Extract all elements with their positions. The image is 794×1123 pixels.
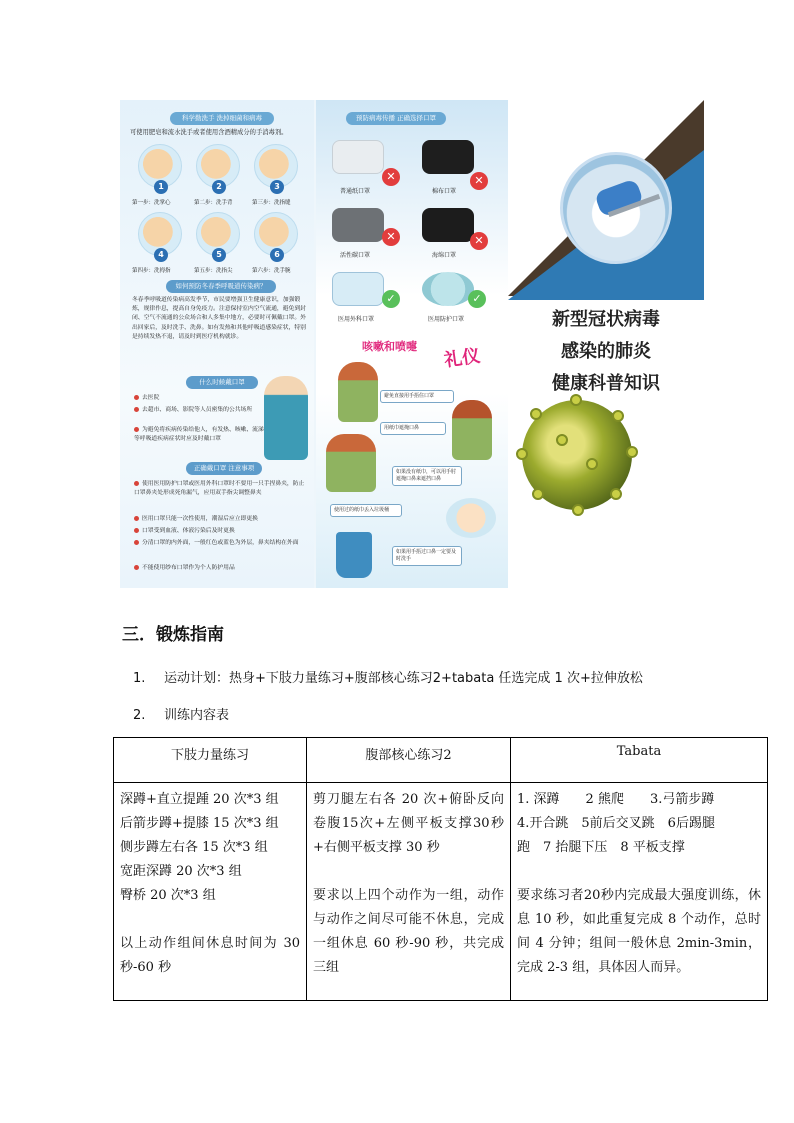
tabata-line: 跑 7 抬腿下压 8 平板支撑 bbox=[517, 840, 685, 855]
bullet-icon bbox=[134, 395, 139, 400]
exercise-line: 宽距深蹲 20 次*3 组 bbox=[120, 864, 242, 879]
step-caption: 第三步：洗指缝 bbox=[252, 200, 291, 206]
vaccine-syringe-photo bbox=[560, 152, 672, 264]
bullet-icon bbox=[134, 407, 139, 412]
step-caption: 第六步：洗手腕 bbox=[252, 268, 291, 274]
bullet-icon bbox=[134, 528, 139, 533]
cross-icon: ✕ bbox=[382, 168, 400, 186]
mask-caption: 医用外科口罩 bbox=[338, 316, 375, 323]
etiquette-word: 礼仪 bbox=[442, 345, 482, 372]
exercise-line: 侧步蹲左右各 15 次*3 组 bbox=[120, 840, 268, 855]
step-number: 2 bbox=[212, 180, 226, 194]
step-number: 1 bbox=[154, 180, 168, 194]
brochure-middle-panel bbox=[316, 100, 508, 588]
cough-tip: 避免直接用手捂住口罩 bbox=[380, 390, 454, 403]
handwash-intro: 可使用肥皂和流水洗手或者使用含酒精成分的手消毒剂。 bbox=[130, 129, 288, 136]
list-number: 1. bbox=[133, 671, 146, 686]
cover-title-line: 感染的肺炎 bbox=[561, 341, 651, 362]
cover-title-line: 健康科普知识 bbox=[552, 373, 660, 394]
section-heading: 三．锻炼指南 bbox=[122, 625, 224, 645]
step-number: 4 bbox=[154, 248, 168, 262]
mask-header: 预防病毒传播 正确选择口罩 bbox=[346, 112, 446, 125]
trash-bin-illustration bbox=[336, 532, 372, 578]
correct-header: 正确戴口罩 注意事项 bbox=[186, 462, 262, 475]
cover-title-line: 新型冠状病毒 bbox=[552, 309, 660, 330]
coronavirus-illustration bbox=[522, 400, 632, 510]
mask-caption: 普通纸口罩 bbox=[340, 188, 371, 195]
health-brochure-image bbox=[120, 100, 704, 588]
tabata-note: 要求练习者20秒内完成最大强度训练，休息 10 秒，如此重复完成 8 个动作，总时间 4 分钟；组间一般休息 2min-3min，完成 2-3 组，具体因人而异。 bbox=[517, 888, 761, 975]
step-caption: 第四步：洗拇指 bbox=[132, 268, 171, 274]
tabata-line: 1. 深蹲 2 熊爬 3.弓箭步蹲 bbox=[517, 792, 715, 807]
hand-wash-illustration bbox=[446, 498, 496, 538]
when-item: 去超市、商场、影院等人员密集的公共场所 bbox=[134, 406, 264, 415]
sponge-mask-image bbox=[422, 208, 474, 242]
cross-icon: ✕ bbox=[382, 228, 400, 246]
virus-spike bbox=[530, 408, 542, 420]
cough-tip: 如果没有纸巾，可以用手肘遮掩口鼻来遮挡口鼻 bbox=[392, 466, 462, 486]
brochure-cover-panel bbox=[508, 100, 704, 588]
correct-item: 不能使用纱布口罩作为个人防护用品 bbox=[134, 564, 306, 573]
cross-icon: ✕ bbox=[470, 232, 488, 250]
step-caption: 第五步：洗指尖 bbox=[194, 268, 233, 274]
mask-caption: 海绵口罩 bbox=[432, 252, 457, 259]
mask-caption: 棉布口罩 bbox=[432, 188, 457, 195]
bullet-icon bbox=[134, 427, 139, 432]
cotton-mask-image bbox=[422, 140, 474, 174]
lower-body-cell bbox=[114, 783, 307, 1001]
table-header-cell: 下肢力量练习 bbox=[114, 738, 307, 783]
carbon-mask-image bbox=[332, 208, 384, 242]
paper-mask-image bbox=[332, 140, 384, 174]
doctor-illustration bbox=[264, 376, 308, 460]
bullet-icon bbox=[134, 565, 139, 570]
cough-etiquette-title: 咳嗽和喷嚏 bbox=[362, 340, 417, 353]
step-caption: 第二步：洗手背 bbox=[194, 200, 233, 206]
tabata-line: 4.开合跳 5前后交叉跳 6后踢腿 bbox=[517, 816, 715, 831]
correct-item: 医用口罩只能一次性使用，潮湿后应立即更换 bbox=[134, 515, 306, 524]
virus-spike bbox=[586, 458, 598, 470]
cough-tip: 用纸巾遮掩口鼻 bbox=[380, 422, 446, 435]
check-icon: ✓ bbox=[382, 290, 400, 308]
list-text: 运动计划：热身+下肢力量练习+腹部核心练习2+tabata 任选完成 1 次+拉伸放松 bbox=[164, 671, 643, 686]
correct-item: 分清口罩的内外面，一般红色或蓝色为外层，鼻夹结构在外面 bbox=[134, 539, 306, 548]
table-header-cell: Tabata bbox=[511, 738, 768, 783]
when-item: 去医院 bbox=[134, 394, 264, 403]
core-exercises: 剪刀腿左右各 20 次+俯卧反向卷腹15次+左侧平板支撑30秒+右侧平板支撑 30 秒 bbox=[313, 792, 504, 855]
core-cell bbox=[307, 783, 511, 1001]
virus-spike bbox=[516, 448, 528, 460]
exercise-line: 后箭步蹲+提膝 15 次*3 组 bbox=[120, 816, 279, 831]
cough-tip: 如果用手捂过口鼻一定要及时洗手 bbox=[392, 546, 462, 566]
virus-spike bbox=[556, 434, 568, 446]
person-illustration bbox=[452, 400, 492, 460]
virus-spike bbox=[570, 394, 582, 406]
bullet-icon bbox=[134, 481, 139, 486]
table-row bbox=[114, 783, 768, 1001]
rest-note: 以上动作组间休息时间为 30 秒-60 秒 bbox=[120, 936, 300, 975]
step-number: 3 bbox=[270, 180, 284, 194]
prevent-header: 如何预防冬春季呼吸道传染病？ bbox=[166, 280, 276, 293]
brochure-left-panel bbox=[120, 100, 314, 588]
cover-title bbox=[508, 304, 704, 400]
mask-caption: 医用防护口罩 bbox=[428, 316, 465, 323]
core-note: 要求以上四个动作为一组，动作与动作之间尽可能不休息，完成一组休息 60 秒-90 秒，共完成三组 bbox=[313, 888, 504, 975]
prevent-text: 冬春季呼吸道传染病高发季节，市民要增强卫生健康意识，加强锻炼，规律作息，提高自身免疫力。注意保持室内空气流通，避免到封闭、空气不流通的公众场合和人多集中地方，必要时可佩戴口罩。外出回家后，及时洗手、洗鼻。如有发热和其他呼吸道感染症状，特别是持续发热不退，请及时到医疗机构就诊。 bbox=[132, 297, 306, 340]
list-item bbox=[133, 667, 643, 686]
list-number: 2. bbox=[133, 708, 146, 723]
cross-icon: ✕ bbox=[470, 172, 488, 190]
virus-spike bbox=[610, 488, 622, 500]
virus-spike bbox=[612, 410, 624, 422]
when-item: 为避免将疾病传染给他人，有发热、咳嗽、流涕等呼吸道疾病症状时应及时戴口罩 bbox=[134, 427, 264, 442]
when-header: 什么时候戴口罩 bbox=[186, 376, 258, 389]
person-illustration bbox=[338, 362, 378, 422]
table-header-cell: 腹部核心练习2 bbox=[307, 738, 511, 783]
virus-spike bbox=[572, 504, 584, 516]
exercise-line: 深蹲+直立提踵 20 次*3 组 bbox=[120, 792, 279, 807]
list-item bbox=[133, 704, 229, 723]
step-number: 5 bbox=[212, 248, 226, 262]
virus-spike bbox=[532, 488, 544, 500]
bullet-icon bbox=[134, 516, 139, 521]
bullet-icon bbox=[134, 540, 139, 545]
mask-caption: 活性碳口罩 bbox=[340, 252, 371, 259]
handwash-header: 科学勤洗手 洗掉细菌和病毒 bbox=[170, 112, 274, 125]
n95-mask-image bbox=[422, 272, 474, 306]
virus-spike bbox=[626, 446, 638, 458]
correct-item: 使用医用防护口罩或医用外科口罩时不要用一只手捏鼻夹，防止口罩鼻夹处形成死角漏气，应用双手指尖调整鼻夹 bbox=[134, 481, 305, 496]
check-icon: ✓ bbox=[468, 290, 486, 308]
training-table bbox=[113, 737, 768, 1001]
step-number: 6 bbox=[270, 248, 284, 262]
tabata-cell bbox=[511, 783, 768, 1001]
person-illustration bbox=[326, 434, 376, 492]
table-header-row bbox=[114, 738, 768, 783]
list-text: 训练内容表 bbox=[164, 708, 230, 723]
correct-item: 口罩受到血液、体液污染后及时更换 bbox=[134, 527, 306, 536]
step-caption: 第一步：洗掌心 bbox=[132, 200, 171, 206]
cough-tip: 使用过的纸巾丢入垃圾桶 bbox=[330, 504, 402, 517]
exercise-line: 臀桥 20 次*3 组 bbox=[120, 888, 216, 903]
surgical-mask-image bbox=[332, 272, 384, 306]
